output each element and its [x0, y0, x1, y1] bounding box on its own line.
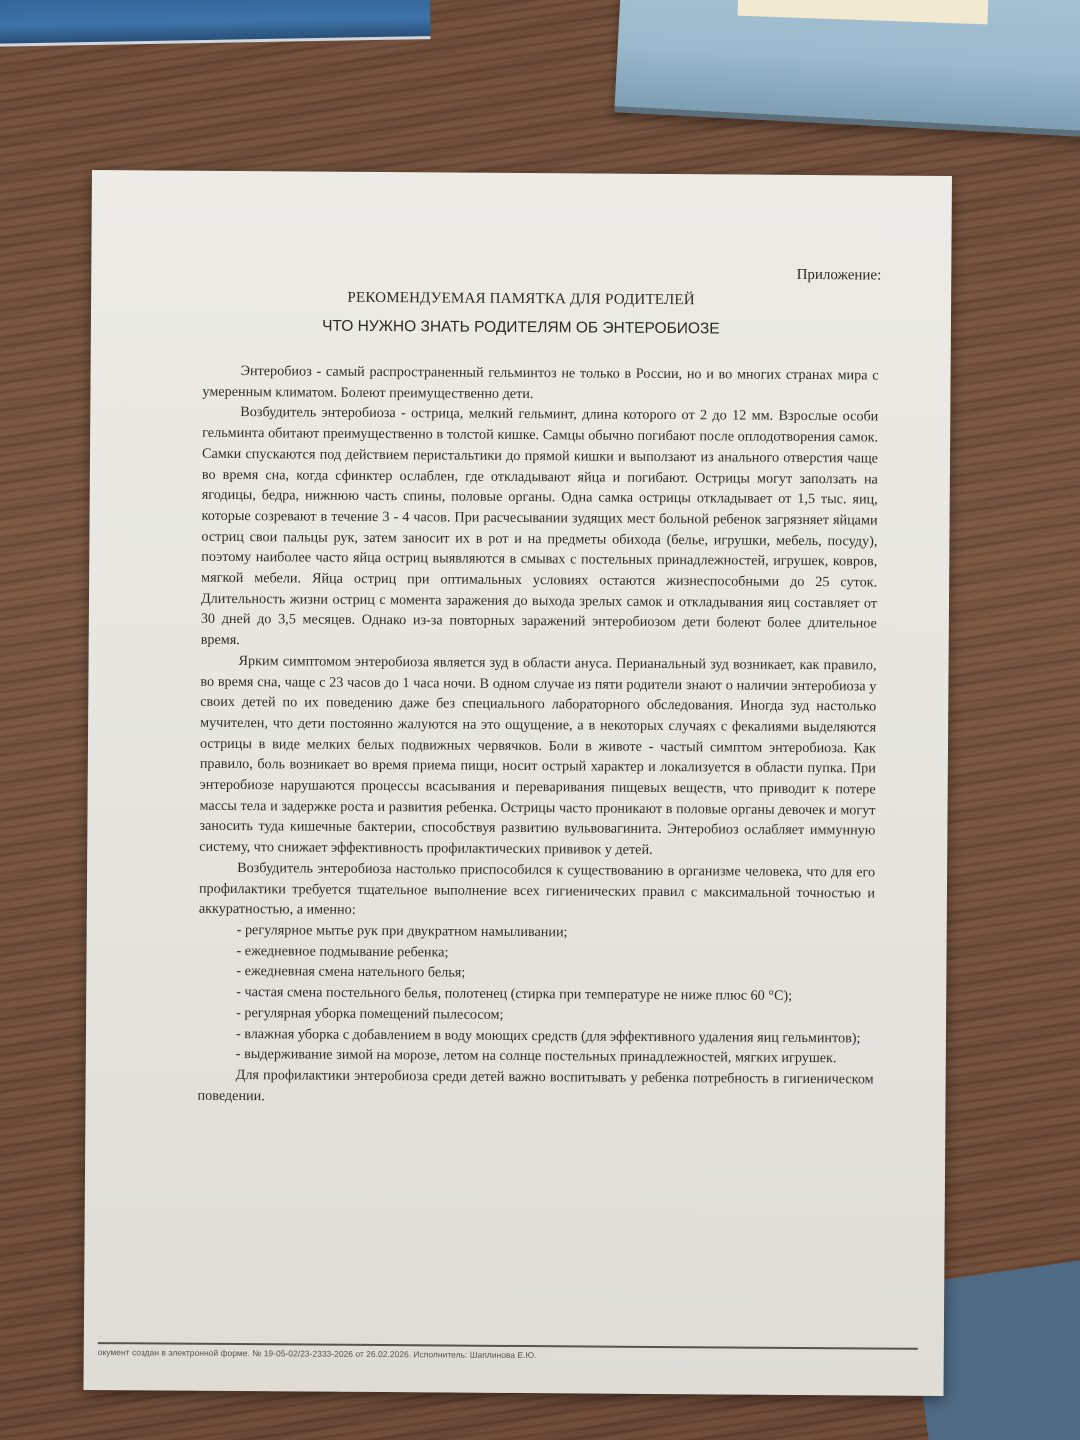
list-item: - ежедневное подмывание ребенка;	[236, 942, 449, 961]
document-page	[83, 170, 951, 1396]
document-body	[197, 361, 878, 1111]
footer-registration: окумент создан в электронной форме. № 19-05-02/23-2333-2026 от 26.02.2026. Исполнитель: Шаплинова Е.Ю.	[97, 1347, 537, 1361]
blue-notebook	[0, 0, 431, 47]
paragraph: Возбудитель энтеробиоза - острица, мелкий гельминт, длина которого от 2 до 12 мм. Взрослые особи гельминта обитают преимущественно в толстой кишке. Самцы обычно погибают после оплодотворения самок. Самки спускаются под действием перистальтики до прямой кишки и выползают из анального отверстия чаще во время сна, когда сфинктер ослаблен, где откладывают яйца и погибают. Острицы могут заползать на ягодицы, бедра, нижнюю часть спины, половые органы. Одна самка острицы откладывает от 1,5 тыс. яиц, которые созревают в течение 3 - 4 часов. При расчесывании зудящих мест больной ребенок загрязняет яйцами остриц свои пальцы рук, затем заносит их в рот и на предметы обихода (белье, игрушки, мебель, посуду), поэтому наиболее часто яйца остриц выявляются в смывах с постельных принадлежностей, игрушек, ковров, мягкой мебели. Яйца остриц при оптимальных условиях остаются жизнеспособными до 25 суток. Длительность жизни остриц с момента заражения до выхода зрелых самок и откладывания яиц составляет от 30 дней до 3,5 месяцев. Однако из-за повторных заражений энтеробиозом дети болеют более длительное время.	[200, 404, 879, 649]
list-item: - ежедневная смена нательного белья;	[236, 963, 466, 982]
list-item: - влажная уборка с добавлением в воду моющих средств (для эффективного удаления яиц гельминтов);	[235, 1025, 861, 1046]
appendix-label: Приложение:	[796, 266, 882, 284]
closing-paragraph: Для профилактики энтеробиоза среди детей важно воспитывать у ребенка потребность в гигиеническом поведении.	[197, 1066, 874, 1104]
paragraph: Возбудитель энтеробиоза настолько приспособился к существованию в организме человека, что для его профилактики требуется тщательное выполнение всех гигиенических правил с максимальной точностью и аккуратностью, а именно:	[198, 859, 876, 919]
list-item: - регулярная уборка помещений пылесосом;	[236, 1004, 504, 1023]
list-item: - выдерживание зимой на морозе, летом на солнце постельных принадлежностей, мягких игрушек.	[235, 1046, 837, 1067]
document-subtitle: ЧТО НУЖНО ЗНАТЬ РОДИТЕЛЯМ ОБ ЭНТЕРОБИОЗЕ	[322, 317, 720, 338]
list-item: - частая смена постельного белья, полотенец (стирка при температуре не ниже плюс 60 °С);	[236, 984, 793, 1005]
document-title: РЕКОМЕНДУЕМАЯ ПАМЯТКА ДЛЯ РОДИТЕЛЕЙ	[347, 289, 695, 309]
list-item: - регулярное мытье рук при двукратном намыливании;	[236, 922, 568, 941]
document-footer	[98, 1342, 918, 1363]
paragraph: Энтеробиоз - самый распространенный гельминтоз не только в России, но и во многих странах мира с умеренным климатом. Болеют преимущественно дети.	[202, 363, 879, 402]
paragraph: Ярким симптомом энтеробиоза является зуд в области ануса. Перианальный зуд возникает, как правило, во время сна, чаще с 23 часов до 1 часа ночи. В одном случае из пяти родители знают о наличии энтеробиоза у своих детей по их поведению даже без специального лабораторного обследования. Иногда зуд настолько мучителен, что дети постоянно жалуются на это ощущение, а в некоторых случаях с фекалиями выделяются острицы в виде мелких белых подвижных червячков. Боли в животе - частый симптом энтеробиоза. Как правило, боль возникает во время приема пищи, носит острый характер и локализуется в области пупка. При энтеробиозе нарушаются процессы всасывания и переваривания пищевых веществ, что приводит к потере массы тела и задержке роста и развития ребенка. Острицы часто проникают в половые органы девочек и могут заносить туда кишечные бактерии, способствуя развитию вульвовагинита. Энтеробиоз ослабляет иммунную систему, что снижает эффективность профилактических прививок у детей.	[199, 652, 877, 859]
blue-book	[614, 0, 1080, 140]
